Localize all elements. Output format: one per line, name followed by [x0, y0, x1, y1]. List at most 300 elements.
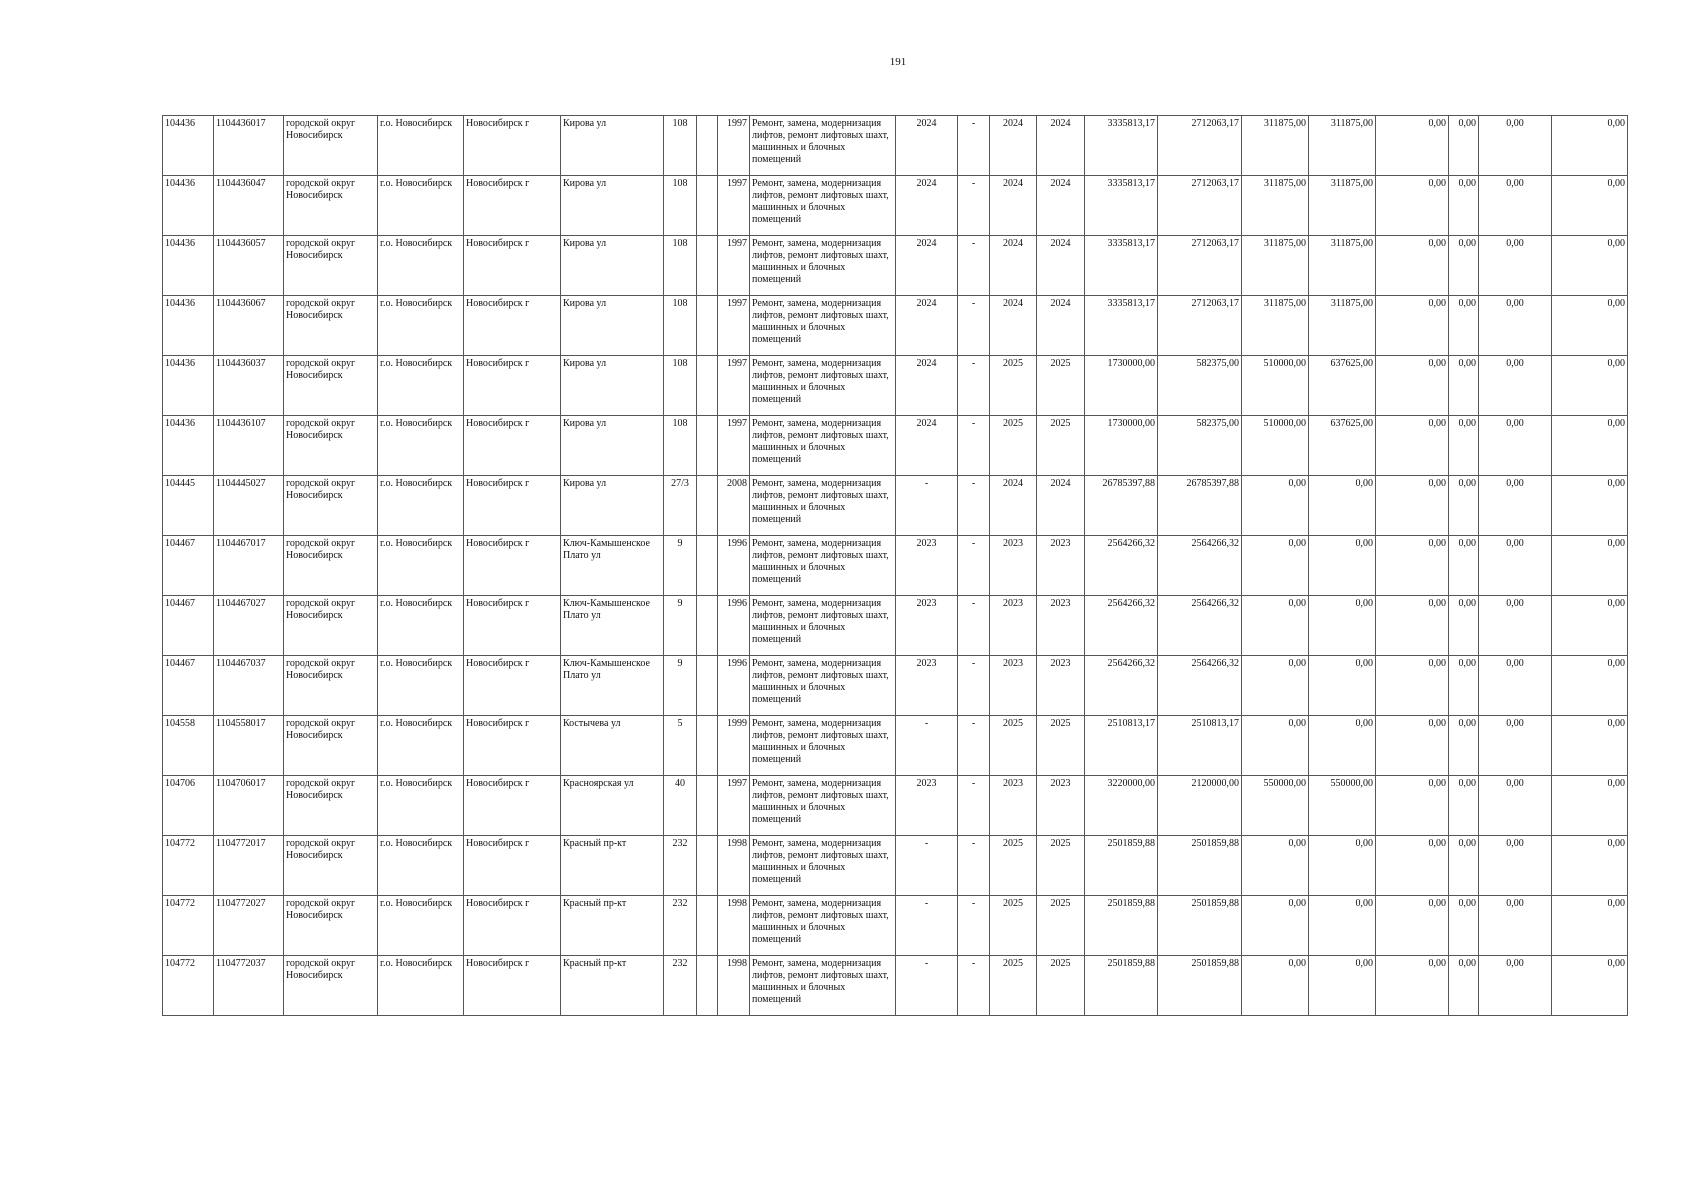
other-cost-1-cell: 0,00 — [1376, 416, 1449, 476]
building-cell — [697, 956, 718, 1016]
city-cell: Новосибирск г — [464, 116, 561, 176]
total-cost-cell: 26785397,88 — [1085, 476, 1158, 536]
street-cell: Ключ-Камышенское Плато ул — [561, 596, 664, 656]
house-code-cell: 104436 — [163, 356, 214, 416]
other-cost-1-cell: 0,00 — [1376, 896, 1449, 956]
table-row — [163, 716, 1628, 776]
other-cost-4-cell: 0,00 — [1552, 356, 1628, 416]
dash-cell: - — [958, 416, 990, 476]
element-code-cell: 1104772017 — [214, 836, 284, 896]
dash-cell: - — [958, 476, 990, 536]
street-cell: Кирова ул — [561, 116, 664, 176]
city-cell: Новосибирск г — [464, 416, 561, 476]
budget-cost-1-cell: 311875,00 — [1242, 176, 1309, 236]
house-number-cell: 108 — [664, 296, 697, 356]
other-cost-4-cell: 0,00 — [1552, 116, 1628, 176]
table-body — [163, 116, 1628, 1016]
settlement-district-cell: г.о. Новосибирск — [378, 596, 464, 656]
total-cost-cell: 2564266,32 — [1085, 536, 1158, 596]
year-built-cell: 1998 — [718, 836, 750, 896]
planned-year-cell: - — [896, 476, 958, 536]
year-built-cell: 1997 — [718, 296, 750, 356]
fund-cost-cell: 2501859,88 — [1158, 836, 1242, 896]
planned-year-cell: - — [896, 716, 958, 776]
dash-cell: - — [958, 956, 990, 1016]
end-year-cell: 2024 — [1037, 296, 1085, 356]
element-code-cell: 1104436067 — [214, 296, 284, 356]
end-year-cell: 2024 — [1037, 476, 1085, 536]
settlement-district-cell: г.о. Новосибирск — [378, 296, 464, 356]
other-cost-3-cell: 0,00 — [1479, 236, 1552, 296]
total-cost-cell: 3335813,17 — [1085, 296, 1158, 356]
building-cell — [697, 296, 718, 356]
other-cost-4-cell: 0,00 — [1552, 956, 1628, 1016]
other-cost-1-cell: 0,00 — [1376, 716, 1449, 776]
city-cell: Новосибирск г — [464, 896, 561, 956]
street-cell: Ключ-Камышенское Плато ул — [561, 656, 664, 716]
table-row — [163, 896, 1628, 956]
start-year-cell: 2024 — [990, 176, 1037, 236]
element-code-cell: 1104436037 — [214, 356, 284, 416]
planned-year-cell: 2023 — [896, 596, 958, 656]
other-cost-2-cell: 0,00 — [1449, 536, 1479, 596]
table-row — [163, 536, 1628, 596]
municipality-cell: городской округ Новосибирск — [284, 776, 378, 836]
budget-cost-1-cell: 0,00 — [1242, 596, 1309, 656]
street-cell: Ключ-Камышенское Плато ул — [561, 536, 664, 596]
budget-cost-2-cell: 311875,00 — [1309, 236, 1376, 296]
end-year-cell: 2023 — [1037, 596, 1085, 656]
dash-cell: - — [958, 116, 990, 176]
house-code-cell: 104436 — [163, 176, 214, 236]
other-cost-2-cell: 0,00 — [1449, 896, 1479, 956]
end-year-cell: 2024 — [1037, 176, 1085, 236]
budget-cost-2-cell: 0,00 — [1309, 836, 1376, 896]
end-year-cell: 2025 — [1037, 956, 1085, 1016]
element-code-cell: 1104467037 — [214, 656, 284, 716]
house-code-cell: 104467 — [163, 596, 214, 656]
dash-cell: - — [958, 836, 990, 896]
total-cost-cell: 3335813,17 — [1085, 116, 1158, 176]
table-row — [163, 476, 1628, 536]
dash-cell: - — [958, 236, 990, 296]
city-cell: Новосибирск г — [464, 596, 561, 656]
house-number-cell: 108 — [664, 116, 697, 176]
municipality-cell: городской округ Новосибирск — [284, 716, 378, 776]
start-year-cell: 2024 — [990, 296, 1037, 356]
dash-cell: - — [958, 896, 990, 956]
other-cost-2-cell: 0,00 — [1449, 356, 1479, 416]
building-cell — [697, 656, 718, 716]
work-type-cell: Ремонт, замена, модернизация лифтов, ремонт лифтовых шахт, машинных и блочных помещений — [750, 716, 896, 776]
other-cost-4-cell: 0,00 — [1552, 716, 1628, 776]
table-row — [163, 176, 1628, 236]
fund-cost-cell: 582375,00 — [1158, 416, 1242, 476]
city-cell: Новосибирск г — [464, 536, 561, 596]
settlement-district-cell: г.о. Новосибирск — [378, 836, 464, 896]
element-code-cell: 1104558017 — [214, 716, 284, 776]
other-cost-2-cell: 0,00 — [1449, 476, 1479, 536]
end-year-cell: 2025 — [1037, 896, 1085, 956]
year-built-cell: 1996 — [718, 596, 750, 656]
start-year-cell: 2024 — [990, 116, 1037, 176]
budget-cost-2-cell: 311875,00 — [1309, 176, 1376, 236]
fund-cost-cell: 2712063,17 — [1158, 176, 1242, 236]
start-year-cell: 2024 — [990, 236, 1037, 296]
other-cost-1-cell: 0,00 — [1376, 236, 1449, 296]
house-number-cell: 108 — [664, 416, 697, 476]
city-cell: Новосибирск г — [464, 176, 561, 236]
year-built-cell: 1997 — [718, 236, 750, 296]
municipality-cell: городской округ Новосибирск — [284, 296, 378, 356]
planned-year-cell: 2024 — [896, 296, 958, 356]
planned-year-cell: 2024 — [896, 116, 958, 176]
dash-cell: - — [958, 716, 990, 776]
dash-cell: - — [958, 596, 990, 656]
work-type-cell: Ремонт, замена, модернизация лифтов, ремонт лифтовых шахт, машинных и блочных помещений — [750, 416, 896, 476]
planned-year-cell: - — [896, 956, 958, 1016]
city-cell: Новосибирск г — [464, 236, 561, 296]
fund-cost-cell: 2564266,32 — [1158, 596, 1242, 656]
settlement-district-cell: г.о. Новосибирск — [378, 116, 464, 176]
table-row — [163, 596, 1628, 656]
fund-cost-cell: 26785397,88 — [1158, 476, 1242, 536]
budget-cost-2-cell: 311875,00 — [1309, 296, 1376, 356]
budget-cost-2-cell: 0,00 — [1309, 476, 1376, 536]
element-code-cell: 1104436057 — [214, 236, 284, 296]
end-year-cell: 2025 — [1037, 356, 1085, 416]
planned-year-cell: 2024 — [896, 356, 958, 416]
work-type-cell: Ремонт, замена, модернизация лифтов, ремонт лифтовых шахт, машинных и блочных помещений — [750, 656, 896, 716]
other-cost-2-cell: 0,00 — [1449, 776, 1479, 836]
other-cost-2-cell: 0,00 — [1449, 596, 1479, 656]
total-cost-cell: 3335813,17 — [1085, 236, 1158, 296]
street-cell: Красноярская ул — [561, 776, 664, 836]
table-row — [163, 956, 1628, 1016]
end-year-cell: 2024 — [1037, 236, 1085, 296]
budget-cost-2-cell: 311875,00 — [1309, 116, 1376, 176]
house-code-cell: 104436 — [163, 236, 214, 296]
settlement-district-cell: г.о. Новосибирск — [378, 776, 464, 836]
house-code-cell: 104436 — [163, 296, 214, 356]
building-cell — [697, 536, 718, 596]
city-cell: Новосибирск г — [464, 476, 561, 536]
total-cost-cell: 2501859,88 — [1085, 896, 1158, 956]
city-cell: Новосибирск г — [464, 716, 561, 776]
planned-year-cell: - — [896, 896, 958, 956]
end-year-cell: 2025 — [1037, 416, 1085, 476]
other-cost-3-cell: 0,00 — [1479, 416, 1552, 476]
fund-cost-cell: 582375,00 — [1158, 356, 1242, 416]
year-built-cell: 1997 — [718, 116, 750, 176]
budget-cost-2-cell: 0,00 — [1309, 656, 1376, 716]
settlement-district-cell: г.о. Новосибирск — [378, 956, 464, 1016]
house-code-cell: 104772 — [163, 956, 214, 1016]
building-cell — [697, 416, 718, 476]
budget-cost-2-cell: 0,00 — [1309, 896, 1376, 956]
budget-cost-1-cell: 311875,00 — [1242, 116, 1309, 176]
element-code-cell: 1104706017 — [214, 776, 284, 836]
house-number-cell: 27/3 — [664, 476, 697, 536]
settlement-district-cell: г.о. Новосибирск — [378, 416, 464, 476]
dash-cell: - — [958, 356, 990, 416]
dash-cell: - — [958, 176, 990, 236]
house-code-cell: 104772 — [163, 836, 214, 896]
start-year-cell: 2024 — [990, 476, 1037, 536]
house-number-cell: 108 — [664, 356, 697, 416]
other-cost-1-cell: 0,00 — [1376, 116, 1449, 176]
house-number-cell: 232 — [664, 896, 697, 956]
other-cost-2-cell: 0,00 — [1449, 416, 1479, 476]
element-code-cell: 1104467017 — [214, 536, 284, 596]
dash-cell: - — [958, 296, 990, 356]
work-type-cell: Ремонт, замена, модернизация лифтов, ремонт лифтовых шахт, машинных и блочных помещений — [750, 356, 896, 416]
other-cost-4-cell: 0,00 — [1552, 896, 1628, 956]
work-type-cell: Ремонт, замена, модернизация лифтов, ремонт лифтовых шахт, машинных и блочных помещений — [750, 896, 896, 956]
building-cell — [697, 836, 718, 896]
other-cost-3-cell: 0,00 — [1479, 356, 1552, 416]
budget-cost-1-cell: 311875,00 — [1242, 236, 1309, 296]
municipality-cell: городской округ Новосибирск — [284, 236, 378, 296]
planned-year-cell: 2024 — [896, 236, 958, 296]
element-code-cell: 1104772037 — [214, 956, 284, 1016]
municipality-cell: городской округ Новосибирск — [284, 176, 378, 236]
end-year-cell: 2023 — [1037, 536, 1085, 596]
budget-cost-1-cell: 311875,00 — [1242, 296, 1309, 356]
house-code-cell: 104706 — [163, 776, 214, 836]
settlement-district-cell: г.о. Новосибирск — [378, 896, 464, 956]
building-cell — [697, 596, 718, 656]
house-number-cell: 9 — [664, 536, 697, 596]
year-built-cell: 1997 — [718, 356, 750, 416]
other-cost-3-cell: 0,00 — [1479, 776, 1552, 836]
street-cell: Кирова ул — [561, 176, 664, 236]
other-cost-4-cell: 0,00 — [1552, 836, 1628, 896]
work-type-cell: Ремонт, замена, модернизация лифтов, ремонт лифтовых шахт, машинных и блочных помещений — [750, 536, 896, 596]
other-cost-3-cell: 0,00 — [1479, 656, 1552, 716]
planned-year-cell: 2024 — [896, 416, 958, 476]
element-code-cell: 1104772027 — [214, 896, 284, 956]
municipality-cell: городской округ Новосибирск — [284, 596, 378, 656]
year-built-cell: 1997 — [718, 176, 750, 236]
other-cost-3-cell: 0,00 — [1479, 296, 1552, 356]
settlement-district-cell: г.о. Новосибирск — [378, 716, 464, 776]
other-cost-2-cell: 0,00 — [1449, 716, 1479, 776]
planned-year-cell: - — [896, 836, 958, 896]
planned-year-cell: 2024 — [896, 176, 958, 236]
total-cost-cell: 2564266,32 — [1085, 596, 1158, 656]
city-cell: Новосибирск г — [464, 836, 561, 896]
house-number-cell: 232 — [664, 836, 697, 896]
budget-cost-1-cell: 550000,00 — [1242, 776, 1309, 836]
element-code-cell: 1104436017 — [214, 116, 284, 176]
year-built-cell: 1997 — [718, 776, 750, 836]
fund-cost-cell: 2564266,32 — [1158, 656, 1242, 716]
house-code-cell: 104436 — [163, 116, 214, 176]
fund-cost-cell: 2120000,00 — [1158, 776, 1242, 836]
street-cell: Кирова ул — [561, 296, 664, 356]
budget-cost-1-cell: 0,00 — [1242, 896, 1309, 956]
total-cost-cell: 3335813,17 — [1085, 176, 1158, 236]
page-number: 191 — [889, 56, 907, 68]
total-cost-cell: 2501859,88 — [1085, 836, 1158, 896]
budget-cost-1-cell: 0,00 — [1242, 656, 1309, 716]
element-code-cell: 1104445027 — [214, 476, 284, 536]
other-cost-1-cell: 0,00 — [1376, 656, 1449, 716]
street-cell: Кирова ул — [561, 356, 664, 416]
other-cost-4-cell: 0,00 — [1552, 296, 1628, 356]
end-year-cell: 2024 — [1037, 116, 1085, 176]
budget-cost-2-cell: 637625,00 — [1309, 416, 1376, 476]
other-cost-1-cell: 0,00 — [1376, 536, 1449, 596]
other-cost-4-cell: 0,00 — [1552, 176, 1628, 236]
year-built-cell: 1998 — [718, 956, 750, 1016]
work-type-cell: Ремонт, замена, модернизация лифтов, ремонт лифтовых шахт, машинных и блочных помещений — [750, 776, 896, 836]
other-cost-3-cell: 0,00 — [1479, 596, 1552, 656]
building-cell — [697, 116, 718, 176]
budget-cost-2-cell: 0,00 — [1309, 956, 1376, 1016]
work-type-cell: Ремонт, замена, модернизация лифтов, ремонт лифтовых шахт, машинных и блочных помещений — [750, 476, 896, 536]
start-year-cell: 2023 — [990, 656, 1037, 716]
municipality-cell: городской округ Новосибирск — [284, 956, 378, 1016]
other-cost-4-cell: 0,00 — [1552, 536, 1628, 596]
year-built-cell: 1999 — [718, 716, 750, 776]
budget-cost-2-cell: 0,00 — [1309, 536, 1376, 596]
repair-program-table — [162, 115, 1628, 1016]
other-cost-3-cell: 0,00 — [1479, 836, 1552, 896]
start-year-cell: 2025 — [990, 956, 1037, 1016]
house-code-cell: 104436 — [163, 416, 214, 476]
budget-cost-2-cell: 550000,00 — [1309, 776, 1376, 836]
end-year-cell: 2025 — [1037, 716, 1085, 776]
year-built-cell: 1996 — [718, 656, 750, 716]
work-type-cell: Ремонт, замена, модернизация лифтов, ремонт лифтовых шахт, машинных и блочных помещений — [750, 176, 896, 236]
table-row — [163, 656, 1628, 716]
house-code-cell: 104558 — [163, 716, 214, 776]
house-code-cell: 104467 — [163, 536, 214, 596]
element-code-cell: 1104436047 — [214, 176, 284, 236]
house-code-cell: 104467 — [163, 656, 214, 716]
city-cell: Новосибирск г — [464, 356, 561, 416]
total-cost-cell: 2510813,17 — [1085, 716, 1158, 776]
other-cost-2-cell: 0,00 — [1449, 176, 1479, 236]
start-year-cell: 2025 — [990, 416, 1037, 476]
start-year-cell: 2025 — [990, 356, 1037, 416]
dash-cell: - — [958, 656, 990, 716]
house-code-cell: 104445 — [163, 476, 214, 536]
fund-cost-cell: 2501859,88 — [1158, 896, 1242, 956]
budget-cost-2-cell: 637625,00 — [1309, 356, 1376, 416]
building-cell — [697, 476, 718, 536]
street-cell: Красный пр-кт — [561, 836, 664, 896]
other-cost-4-cell: 0,00 — [1552, 416, 1628, 476]
planned-year-cell: 2023 — [896, 536, 958, 596]
house-number-cell: 40 — [664, 776, 697, 836]
planned-year-cell: 2023 — [896, 656, 958, 716]
other-cost-3-cell: 0,00 — [1479, 716, 1552, 776]
other-cost-3-cell: 0,00 — [1479, 896, 1552, 956]
start-year-cell: 2023 — [990, 776, 1037, 836]
fund-cost-cell: 2564266,32 — [1158, 536, 1242, 596]
start-year-cell: 2023 — [990, 596, 1037, 656]
budget-cost-1-cell: 510000,00 — [1242, 416, 1309, 476]
dash-cell: - — [958, 536, 990, 596]
municipality-cell: городской округ Новосибирск — [284, 536, 378, 596]
year-built-cell: 1997 — [718, 416, 750, 476]
total-cost-cell: 2564266,32 — [1085, 656, 1158, 716]
other-cost-1-cell: 0,00 — [1376, 836, 1449, 896]
work-type-cell: Ремонт, замена, модернизация лифтов, ремонт лифтовых шахт, машинных и блочных помещений — [750, 956, 896, 1016]
budget-cost-2-cell: 0,00 — [1309, 716, 1376, 776]
budget-cost-1-cell: 0,00 — [1242, 836, 1309, 896]
other-cost-2-cell: 0,00 — [1449, 236, 1479, 296]
end-year-cell: 2023 — [1037, 776, 1085, 836]
other-cost-1-cell: 0,00 — [1376, 776, 1449, 836]
table-row — [163, 356, 1628, 416]
year-built-cell: 1996 — [718, 536, 750, 596]
planned-year-cell: 2023 — [896, 776, 958, 836]
settlement-district-cell: г.о. Новосибирск — [378, 236, 464, 296]
fund-cost-cell: 2501859,88 — [1158, 956, 1242, 1016]
work-type-cell: Ремонт, замена, модернизация лифтов, ремонт лифтовых шахт, машинных и блочных помещений — [750, 296, 896, 356]
table-row — [163, 296, 1628, 356]
element-code-cell: 1104436107 — [214, 416, 284, 476]
municipality-cell: городской округ Новосибирск — [284, 896, 378, 956]
other-cost-1-cell: 0,00 — [1376, 596, 1449, 656]
fund-cost-cell: 2712063,17 — [1158, 116, 1242, 176]
settlement-district-cell: г.о. Новосибирск — [378, 476, 464, 536]
house-number-cell: 9 — [664, 656, 697, 716]
other-cost-4-cell: 0,00 — [1552, 236, 1628, 296]
municipality-cell: городской округ Новосибирск — [284, 416, 378, 476]
budget-cost-1-cell: 0,00 — [1242, 476, 1309, 536]
start-year-cell: 2023 — [990, 536, 1037, 596]
other-cost-4-cell: 0,00 — [1552, 776, 1628, 836]
table-row — [163, 776, 1628, 836]
house-code-cell: 104772 — [163, 896, 214, 956]
street-cell: Костычева ул — [561, 716, 664, 776]
other-cost-1-cell: 0,00 — [1376, 476, 1449, 536]
year-built-cell: 2008 — [718, 476, 750, 536]
total-cost-cell: 3220000,00 — [1085, 776, 1158, 836]
other-cost-2-cell: 0,00 — [1449, 116, 1479, 176]
city-cell: Новосибирск г — [464, 296, 561, 356]
other-cost-1-cell: 0,00 — [1376, 356, 1449, 416]
settlement-district-cell: г.о. Новосибирск — [378, 656, 464, 716]
other-cost-1-cell: 0,00 — [1376, 296, 1449, 356]
start-year-cell: 2025 — [990, 716, 1037, 776]
street-cell: Красный пр-кт — [561, 896, 664, 956]
house-number-cell: 108 — [664, 236, 697, 296]
building-cell — [697, 776, 718, 836]
work-type-cell: Ремонт, замена, модернизация лифтов, ремонт лифтовых шахт, машинных и блочных помещений — [750, 116, 896, 176]
other-cost-3-cell: 0,00 — [1479, 116, 1552, 176]
fund-cost-cell: 2510813,17 — [1158, 716, 1242, 776]
other-cost-1-cell: 0,00 — [1376, 956, 1449, 1016]
other-cost-2-cell: 0,00 — [1449, 656, 1479, 716]
start-year-cell: 2025 — [990, 896, 1037, 956]
budget-cost-1-cell: 0,00 — [1242, 716, 1309, 776]
other-cost-3-cell: 0,00 — [1479, 476, 1552, 536]
settlement-district-cell: г.о. Новосибирск — [378, 176, 464, 236]
building-cell — [697, 896, 718, 956]
settlement-district-cell: г.о. Новосибирск — [378, 356, 464, 416]
municipality-cell: городской округ Новосибирск — [284, 476, 378, 536]
municipality-cell: городской округ Новосибирск — [284, 116, 378, 176]
city-cell: Новосибирск г — [464, 656, 561, 716]
municipality-cell: городской округ Новосибирск — [284, 356, 378, 416]
other-cost-4-cell: 0,00 — [1552, 656, 1628, 716]
